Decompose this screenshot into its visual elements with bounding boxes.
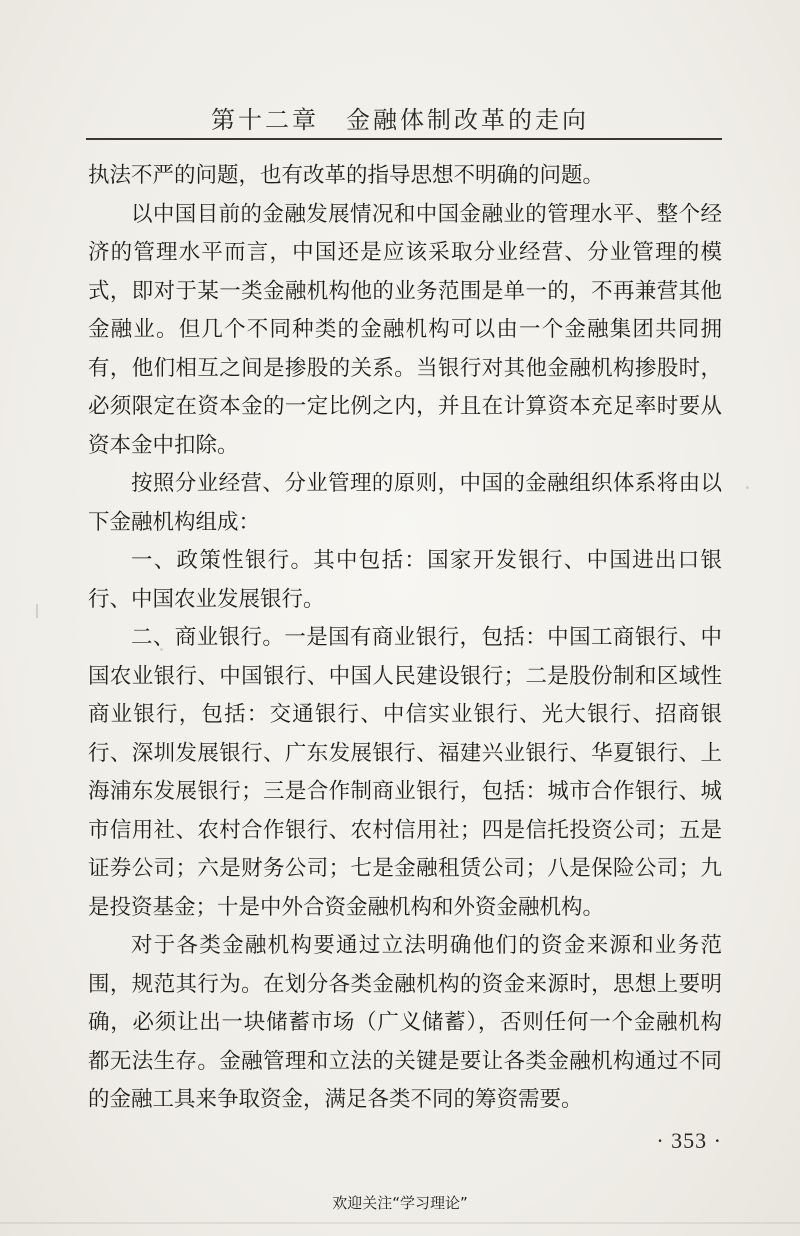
page-number: · 353 · [656, 1128, 722, 1153]
paragraph: 以中国目前的金融发展情况和中国金融业的管理水平、整个经济的管理水平而言，中国还是应该采取分业经营、分业管理的模式，即对于某一类金融机构他的业务范围是单一的，不再兼营其他金融业。但几个不同种类的金融机构可以由一个金融集团共同拥有，他们相互之间是掺股的关系。当银行对其他金融机构掺股时，必须限定在资本金的一定比例之内，并且在计算资本充足率时要从资本金中扣除。 [88, 201, 722, 458]
footer-watermark-note: 欢迎关注“学习理论” [332, 1194, 468, 1212]
body-text [88, 157, 722, 1120]
scan-speck [0, 1222, 800, 1224]
chapter-header-title: 第十二章 金融体制改革的走向 [211, 106, 589, 134]
scan-speck [746, 486, 749, 489]
header-divider [86, 138, 722, 140]
paragraph: 一、政策性银行。其中包括：国家开发银行、中国进出口银行、中国农业发展银行。 [88, 548, 722, 612]
paragraph: 执法不严的问题，也有改革的指导思想不明确的问题。 [88, 163, 605, 188]
paragraph: 对于各类金融机构要通过立法明确他们的资金来源和业务范围，规范其行为。在划分各类金融机构的资金来源时，思想上要明确，必须让出一块储蓄市场（广义储蓄），否则任何一个金融机构都无法生存。金融管理和立法的关键是要让各类金融机构通过不同的金融工具来争取资金，满足各类不同的筹资需要。 [88, 933, 722, 1112]
scan-speck [160, 648, 163, 651]
paragraph: 二、商业银行。一是国有商业银行，包括：中国工商银行、中国农业银行、中国银行、中国人民建设银行；二是股份制和区域性商业银行，包括：交通银行、中信实业银行、光大银行、招商银行、深圳发展银行、广东发展银行、福建兴业银行、华夏银行、上海浦东发展银行；三是合作制商业银行，包括：城市合作银行、城市信用社、农村合作银行、农村信用社；四是信托投资公司；五是证券公司；六是财务公司；七是金融租赁公司；八是保险公司；九是投资基金；十是中外合资金融机构和外资金融机构。 [88, 625, 722, 920]
paragraph: 按照分业经营、分业管理的原则，中国的金融组织体系将由以下金融机构组成： [88, 471, 722, 535]
scan-speck [36, 604, 38, 618]
